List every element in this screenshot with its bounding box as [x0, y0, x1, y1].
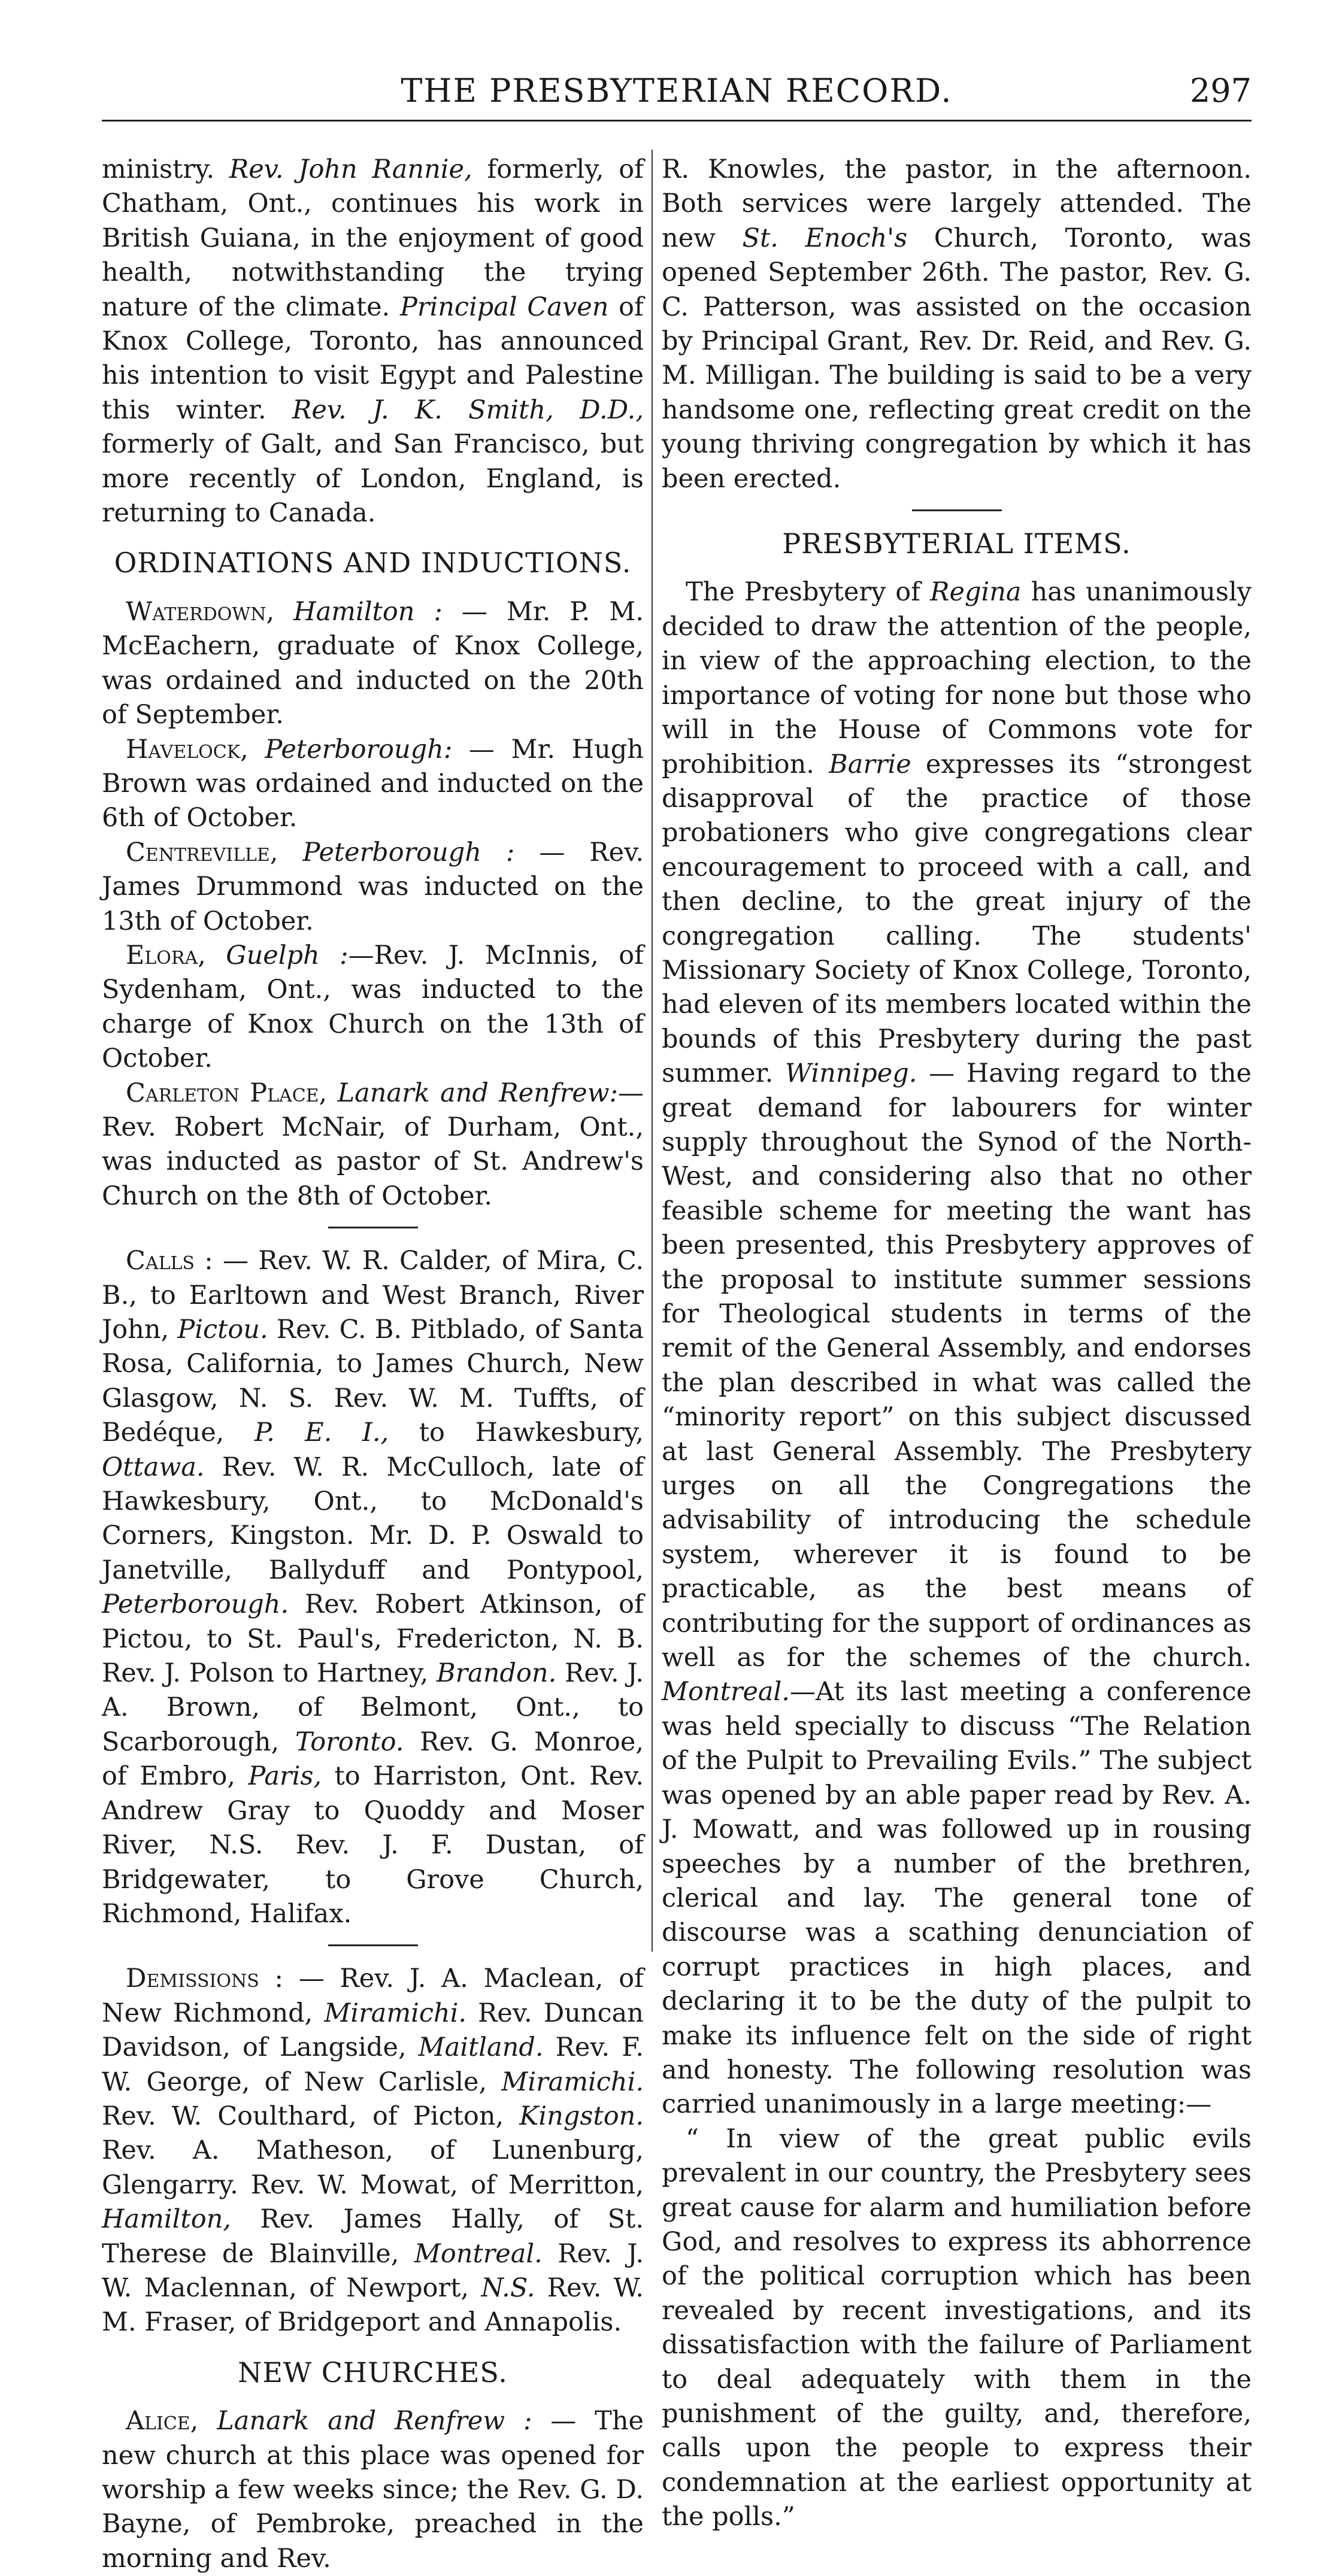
right-column — [662, 153, 1252, 2535]
text: Rev. W. R. McCulloch, late of Hawkesbury, Ont., to McDonald's Corners, Kingston. Mr. D. P. Oswald to Janetville, Ballyduff and Pontypool, — [102, 1452, 644, 1585]
place-name: Carleton Place, — [126, 1078, 328, 1108]
text: — Mr. P. M. McEachern, graduate of Knox College, was ordained and inducted on the 20th of September. — [102, 596, 644, 730]
text: — The new church at this place was opened for worship a few weeks since; the Rev. G. D. Bayne, of Pembroke, preached in the morning and Rev. — [102, 2406, 644, 2574]
italic-text: Toronto. — [295, 1727, 404, 1757]
text: Rev. J. W. Maclennan, of Newport, — [102, 2238, 644, 2303]
text: The Presbytery of — [686, 577, 931, 608]
demissions-paragraph — [102, 1962, 644, 2340]
text: Rev. W. M. Fraser, of Bridgeport and Annapolis. — [102, 2272, 644, 2338]
italic-text: Barrie — [829, 749, 911, 779]
italic-text: Winnipeg. — [784, 1058, 917, 1089]
italic-text: Montreal. — [662, 1677, 790, 1707]
italic-text: P. E. I., — [254, 1418, 389, 1448]
header-rule — [102, 120, 1252, 122]
text: formerly, of Chatham, Ont., continues his work in British Guiana, in the enjoyment of good health, notwithstanding the trying nature of the climate. — [102, 154, 644, 322]
italic-text: Maitland. — [418, 2032, 544, 2063]
italic-text: St. Enoch's — [742, 223, 908, 253]
text: to Hawkesbury, — [389, 1418, 644, 1448]
italic-text: Miramichi. — [501, 2067, 644, 2097]
text: Rev. Duncan Davidson, of Langside, — [102, 1998, 644, 2063]
text: Church, Toronto, was opened September 26th. The pastor, Rev. G. C. Patterson, was assisted on the occasion by Principal Grant, Rev. Dr. Reid, and Rev. G. M. Milligan. The building is said to be a very handsome one, reflecting great credit on the young thriving congregation by which it has been erected. — [662, 223, 1252, 494]
presbytery-name: Lanark and Renfrew: — [327, 1078, 618, 1108]
italic-text: Brandon. — [436, 1658, 557, 1689]
page-number: 297 — [1189, 72, 1252, 110]
text: — Having regard to the great demand for labourers for winter supply throughout the Synod of the North-West, and considering also that no other feasible scheme for meeting the want has been presented, this Presbytery approves of the proposal to institute summer sessions for Theological students in terms of the remit of the General Assembly, and endorses the plan described in what was called the “minority report” on this subject discussed at last General Assembly. The Presbytery urges on all the Congregations the advisability of introducing the schedule system, wherever it is found to be practicable, as the best means of contributing for the support of ordinances as well as for the schemes of the church. — [662, 1058, 1252, 1673]
italic-text: Ottawa. — [102, 1452, 205, 1482]
new-church-entry — [102, 2404, 644, 2576]
text: Rev. F. W. George, of New Carlisle, — [102, 2032, 644, 2097]
column-divider — [652, 150, 653, 1952]
text: Rev. J. A. Brown, of Belmont, Ont., to Scarborough, — [102, 1658, 644, 1757]
text: expresses its “strongest disapproval of the practice of those probationers who give congregations clear encouragement to proceed with a call, and then decline, to the great injury of the congregation calling. The students' Missionary Society of Knox College, Toronto, had eleven of its members located within the bounds of this Presbytery during the past summer. — [662, 749, 1252, 1089]
italic-text: Principal Caven — [399, 292, 609, 322]
italic-text: Paris, — [248, 1761, 322, 1792]
italic-text: Hamilton, — [102, 2204, 231, 2235]
text: Rev. G. Monroe, of Embro, — [102, 1727, 644, 1792]
italic-text: Pictou. — [177, 1315, 268, 1345]
presbyterial-heading: PRESBYTERIAL ITEMS. — [782, 527, 1131, 560]
text: Rev. James Hally, of St. Therese de Blainville, — [102, 2204, 644, 2269]
text: formerly of Galt, and San Francisco, but more recently of London, England, is returning to Canada. — [102, 429, 644, 529]
italic-text: N.S. — [481, 2272, 535, 2303]
italic-text: Kingston. — [519, 2101, 644, 2131]
left-column — [102, 153, 644, 2576]
page-title: THE PRESBYTERIAN RECORD. — [401, 72, 953, 110]
ordination-entry — [102, 595, 644, 733]
section-rule — [328, 1944, 418, 1946]
ordination-entry — [102, 1076, 644, 1214]
text: Rev. Robert Atkinson, of Pictou, to St. Paul's, Fredericton, N. B. Rev. J. Polson to Hartney, — [102, 1589, 644, 1689]
text: — Rev. J. A. Maclean, of New Richmond, — [102, 1964, 644, 2028]
italic-text: Rev. J. K. Smith, D.D., — [292, 395, 644, 425]
italic-text: Rev. John Rannie, — [229, 154, 472, 184]
text: of Knox College, Toronto, has announced his intention to visit Egypt and Palestine this winter. — [102, 292, 644, 425]
place-name: Centreville, — [126, 837, 278, 867]
text: — Rev. James Drummond was inducted on the 13th of October. — [102, 837, 644, 936]
section-rule — [328, 1227, 418, 1228]
text: Rev. A. Matheson, of Lunenburg, Glengarry. Rev. W. Mowat, of Merritton, — [102, 2135, 644, 2200]
calls-label: Calls : — [126, 1246, 213, 1276]
place-name: Waterdown, — [126, 596, 275, 627]
ordination-entry — [102, 939, 644, 1076]
text: Rev. C. B. Pitblado, of Santa Rosa, California, to James Church, New Glasgow, N. S. Rev. W. M. Tuffts, of Bedéque, — [102, 1315, 644, 1448]
italic-text: Miramichi. — [324, 1998, 467, 2028]
ordinations-heading: ORDINATIONS AND INDUCTIONS. — [114, 547, 632, 579]
new-churches-continued — [662, 153, 1252, 496]
text: ministry. — [102, 154, 229, 184]
presbytery-name: Guelph : — [205, 940, 349, 970]
text: has unanimously decided to draw the attention of the people, in view of the approaching election, to the importance of voting for none but those who will in the House of Commons vote for prohibition. — [662, 577, 1252, 779]
text: Rev. W. Coulthard, of Picton, — [102, 2101, 520, 2131]
text: —At its last meeting a conference was held specially to discuss “The Relation of the Pulpit to Prevailing Evils.” The subject was opened by an able paper read by Rev. A. J. Mowatt, and was followed up in rousing speeches by a number of the brethren, clerical and lay. The general tone of discourse was a scathing denunciation of corrupt practices in high places, and declaring it to be the duty of the pulpit to make its influence felt on the side of right and honesty. The following resolution was carried unanimously in a large meeting:— — [662, 1677, 1252, 2120]
resolution-quote: “ In view of the great public evils prevalent in our country, the Presbytery sees great cause for alarm and humiliation before God, and resolves to express its abhorrence of the political corruption which has been revealed by recent investigations, and its dissatisfaction with the failure of Parliament to deal adequately with them in the punishment of the guilty, and, therefore, calls upon the people to express their condemnation at the earliest opportunity at the polls.” — [662, 2123, 1252, 2532]
page-header — [102, 66, 1252, 120]
new-churches-heading: NEW CHURCHES. — [238, 2356, 508, 2389]
text: — Rev. W. R. Calder, of Mira, C. B., to Earltown and West Branch, River John, — [102, 1246, 644, 1345]
ordination-entry — [102, 733, 644, 836]
italic-text: Peterborough. — [102, 1589, 289, 1620]
presbytery-name: Lanark and Renfrew : — [198, 2406, 532, 2437]
section-rule — [912, 509, 1002, 511]
demissions-label: Demissions : — [126, 1964, 283, 1994]
ordination-entry — [102, 836, 644, 939]
presbytery-name: Peterborough : — [278, 837, 515, 867]
place-name: Elora, — [126, 940, 206, 970]
text: — Mr. Hugh Brown was ordained and inducted on the 6th of October. — [102, 734, 644, 833]
italic-text: Regina — [930, 577, 1022, 608]
ministry-paragraph — [102, 153, 644, 530]
text: —Rev. J. McInnis, of Sydenham, Ont., was inducted to the charge of Knox Church on the 13th of October. — [102, 940, 644, 1074]
presbytery-name: Peterborough: — [248, 734, 453, 764]
text: —Rev. Robert McNair, of Durham, Ont., was inducted as pastor of St. Andrew's Church on the 8th of October. — [102, 1078, 644, 1211]
place-name: Alice, — [126, 2406, 199, 2437]
place-name: Havelock, — [126, 734, 249, 764]
presbyterial-items-paragraph — [662, 575, 1252, 2122]
italic-text: Montreal. — [414, 2238, 543, 2269]
text: R. Knowles, the pastor, in the afternoon. Both services were largely attended. The new — [662, 154, 1252, 253]
text: to Harriston, Ont. Rev. Andrew Gray to Quoddy and Moser River, N.S. Rev. J. F. Dustan, of Bridgewater, to Grove Church, Richmond, Halifax. — [102, 1761, 644, 1929]
presbytery-name: Hamilton : — [274, 596, 443, 627]
calls-paragraph — [102, 1244, 644, 1931]
